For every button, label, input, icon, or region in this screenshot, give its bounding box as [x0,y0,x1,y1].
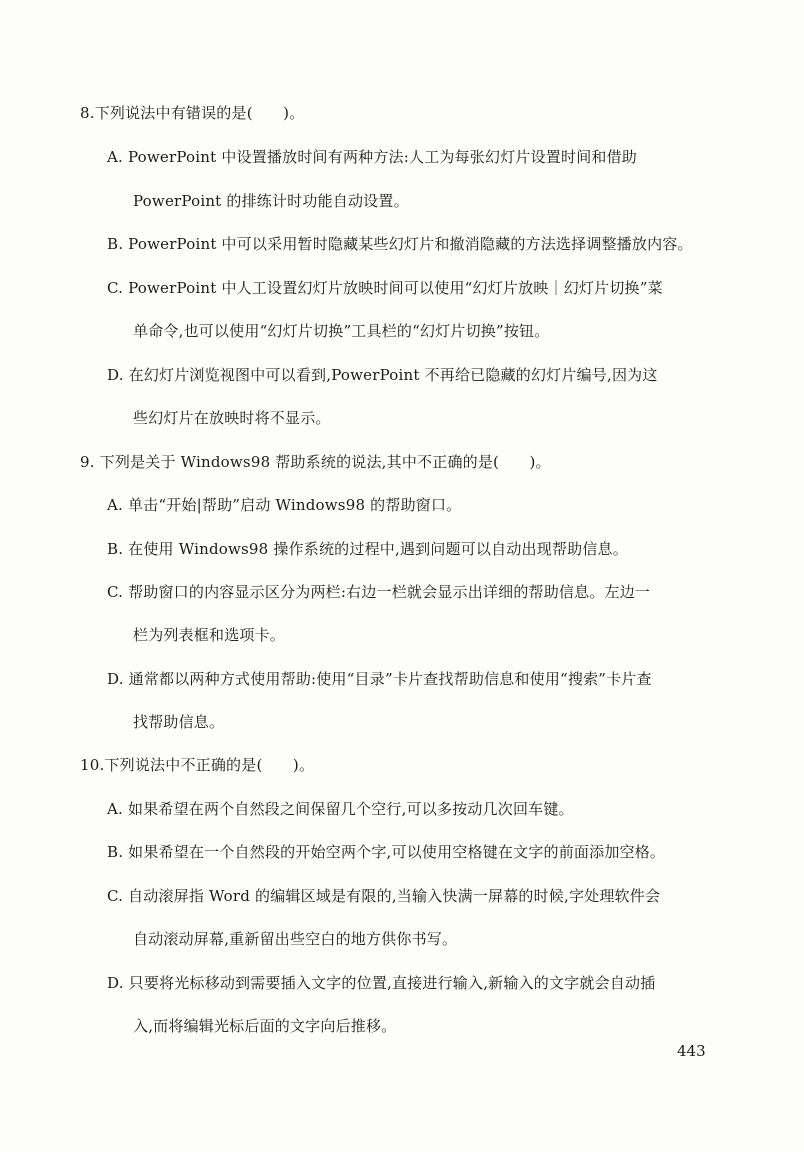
question-10-stem: 10.下列说法中不正确的是( )。 [80,756,315,774]
question-10-option-b-line-1: B. 如果希望在一个自然段的开始空两个字,可以使用空格键在文字的前面添加空格。 [107,843,666,861]
question-10-option-c-line-2: 自动滚动屏幕,重新留出些空白的地方供你书写。 [133,930,458,948]
question-10-option-a-line-1: A. 如果希望在两个自然段之间保留几个空行,可以多按动几次回车键。 [107,800,574,818]
question-10-option-d-line-2: 入,而将编辑光标后面的文字向后推移。 [133,1017,397,1035]
question-9-option-c-line-1: C. 帮助窗口的内容显示区分为两栏:右边一栏就会显示出详细的帮助信息。左边一 [107,583,651,601]
question-10-option-c-line-1: C. 自动滚屏指 Word 的编辑区域是有限的,当输入快满一屏幕的时候,字处理软件会 [107,887,661,905]
question-8-option-a-line-1: A. PowerPoint 中设置播放时间有两种方法:人工为每张幻灯片设置时间和借助 [107,148,637,166]
question-10-option-d-line-1: D. 只要将光标移动到需要插入文字的位置,直接进行输入,新输入的文字就会自动插 [107,974,656,992]
question-8-option-c-line-2: 单命令,也可以使用“幻灯片切换”工具栏的“幻灯片切换”按钮。 [133,322,550,340]
question-8-option-a-line-2: PowerPoint 的排练计时功能自动设置。 [133,192,409,210]
question-9-option-b-line-1: B. 在使用 Windows98 操作系统的过程中,遇到问题可以自动出现帮助信息。 [107,540,628,558]
question-9-option-d-line-2: 找帮助信息。 [133,713,225,731]
question-8-option-b-line-1: B. PowerPoint 中可以采用暂时隐藏某些幻灯片和撤消隐藏的方法选择调整播放内容。 [107,235,693,253]
question-9-option-d-line-1: D. 通常都以两种方式使用帮助:使用“目录”卡片查找帮助信息和使用“搜索”卡片查 [107,670,652,688]
question-8-option-d-line-2: 些幻灯片在放映时将不显示。 [133,409,331,427]
question-9-stem: 9. 下列是关于 Windows98 帮助系统的说法,其中不正确的是( )。 [80,453,551,471]
question-9-option-c-line-2: 栏为列表框和选项卡。 [133,626,286,644]
question-8-option-d-line-1: D. 在幻灯片浏览视图中可以看到,PowerPoint 不再给已隐藏的幻灯片编号,因为这 [107,366,658,384]
page-number: 443 [677,1042,706,1060]
question-9-option-a-line-1: A. 单击“开始|帮助”启动 Windows98 的帮助窗口。 [107,496,462,514]
question-8-stem: 8.下列说法中有错误的是( )。 [80,104,305,122]
question-8-option-c-line-1: C. PowerPoint 中人工设置幻灯片放映时间可以使用“幻灯片放映｜幻灯片切换”菜 [107,279,663,297]
